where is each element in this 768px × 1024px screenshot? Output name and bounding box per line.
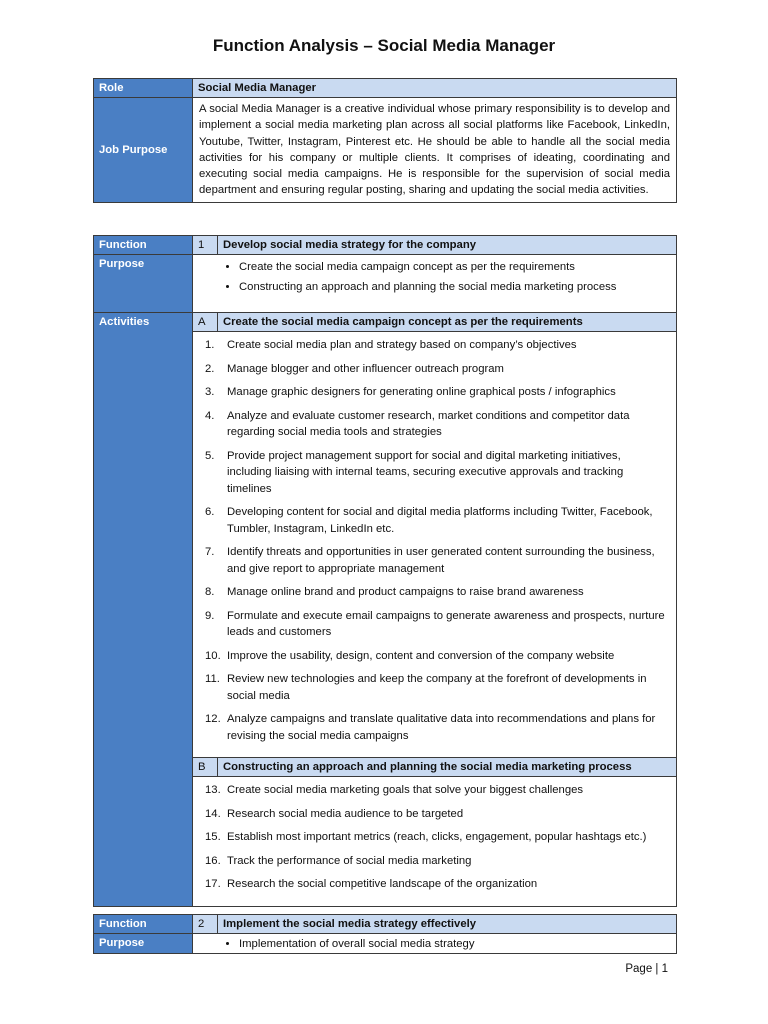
function-1-title: Develop social media strategy for the company	[218, 236, 677, 255]
function-1-purpose-cell	[193, 255, 677, 313]
role-value: Social Media Manager	[193, 79, 677, 98]
function-2-number: 2	[193, 915, 218, 934]
list-item: 10. Improve the usability, design, content and conversion of the company website	[205, 649, 615, 662]
function-2-purpose-label: Purpose	[94, 934, 193, 954]
section-b-list-cell	[193, 777, 677, 907]
list-item: • Constructing an approach and planning the social media marketing process	[239, 279, 676, 295]
list-item: 8. Manage online brand and product campaigns to raise brand awareness	[205, 586, 584, 598]
list-item: 6. Developing content for social and digital media platforms including Twitter, Facebook, Tumbler, Instagram, LinkedIn etc.	[205, 506, 653, 535]
section-b-title: Constructing an approach and planning the social media marketing process	[218, 758, 677, 777]
list-item: 16. Track the performance of social media marketing	[205, 854, 472, 867]
function-1-purpose-label: Purpose	[94, 255, 193, 313]
function-1-table	[93, 235, 677, 907]
list-item: 2. Manage blogger and other influencer outreach program	[205, 362, 504, 375]
list-item: 4. Analyze and evaluate customer research, market conditions and competitor data regarding social media tools and strategies	[205, 409, 630, 438]
list-item: 5. Provide project management support for social and digital marketing initiatives, including liaising with internal teams, securing executive approvals and tracking timelines	[205, 449, 624, 495]
section-a-title: Create the social media campaign concept as per the requirements	[218, 313, 677, 332]
list-item: 17. Research the social competitive landscape of the organization	[205, 878, 538, 890]
job-purpose-text: A social Media Manager is a creative individual whose primary responsibility is to develop and implement a social media marketing plan across all social platforms like Facebook, LinkedIn, Youtube, Twitter, Instagram, Pinterest etc. He should be able to handle all the social media activities for his company or multiple clients. It comprises of ideating, coordinating and executing social media campaigns. He is responsible for the supervision of social media department and ensuring regular posting, sharing and updating the social media activities.	[193, 98, 677, 203]
section-b-list	[193, 777, 676, 906]
function-1-number: 1	[193, 236, 218, 255]
job-purpose-label: Job Purpose	[94, 98, 193, 203]
function-2-title: Implement the social media strategy effectively	[218, 915, 677, 934]
list-item: 12. Analyze campaigns and translate qualitative data into recommendations and plans for revising the social media campaigns	[205, 713, 656, 742]
list-item: 3. Manage graphic designers for generating online graphical posts / infographics	[205, 386, 616, 398]
section-a-list	[193, 332, 676, 757]
list-item: 11. Review new technologies and keep the company at the forefront of developments in social media	[205, 673, 647, 702]
list-item: 1. Create social media plan and strategy based on company’s objectives	[205, 339, 577, 351]
function-1-purpose-list	[193, 255, 676, 303]
role-label: Role	[94, 79, 193, 98]
section-a-letter: A	[193, 313, 218, 332]
function-2-purpose-cell	[193, 934, 677, 954]
function-2-label: Function	[94, 915, 193, 934]
section-a-list-cell	[193, 332, 677, 758]
function-2-table	[93, 914, 677, 954]
list-item: 9. Formulate and execute email campaigns to generate awareness and prospects, nurture leads and customers	[205, 609, 665, 638]
list-item: • Implementation of overall social media strategy	[239, 936, 676, 952]
function-1-label: Function	[94, 236, 193, 255]
activities-label: Activities	[94, 313, 193, 907]
page-title: Function Analysis – Social Media Manager	[212, 36, 556, 55]
page-number: Page | 1	[625, 963, 668, 975]
list-item: 15. Establish most important metrics (reach, clicks, engagement, popular hashtags etc.)	[205, 831, 647, 843]
function-2-purpose-list	[193, 934, 676, 952]
list-item: • Create the social media campaign concept as per the requirements	[239, 259, 676, 275]
section-b-letter: B	[193, 758, 218, 777]
role-table	[93, 78, 677, 203]
list-item: 7. Identify threats and opportunities in user generated content surrounding the business, and give report to appropriate management	[205, 546, 655, 575]
list-item: 13. Create social media marketing goals that solve your biggest challenges	[205, 784, 584, 796]
list-item: 14. Research social media audience to be targeted	[205, 807, 464, 820]
